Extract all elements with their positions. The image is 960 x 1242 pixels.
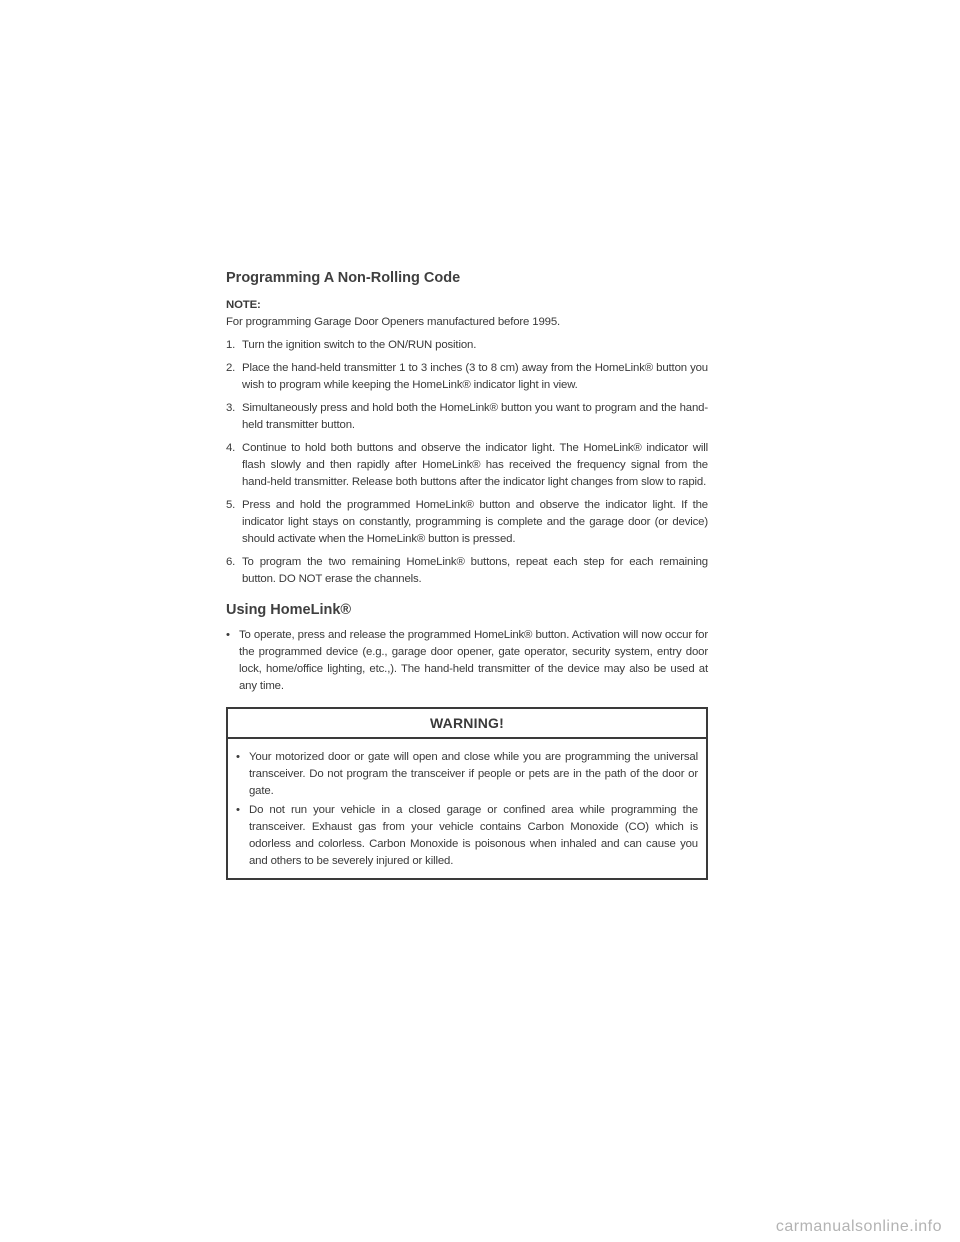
step-2: [226, 360, 708, 394]
step-text: To program the two remaining HomeLink® buttons, repeat each step for each remaining button. DO NOT erase the channels.: [242, 556, 708, 585]
step-4: [226, 440, 708, 491]
step-number: 3.: [226, 402, 236, 414]
step-text: Turn the ignition switch to the ON/RUN position.: [242, 339, 477, 351]
step-number: 4.: [226, 442, 236, 454]
bullet-text: Do not run your vehicle in a closed garage or confined area while programming the transceiver. Exhaust gas from your vehicle contains Carbon Monoxide (CO) which is odorless and colorless. Carbon Monoxide is poisonous when inhaled and can cause you and others to be severely injured or killed.: [249, 804, 698, 867]
section-title-using-homelink: Using HomeLink®: [226, 602, 352, 618]
list-item: [226, 627, 708, 695]
step-3: [226, 400, 708, 434]
bullet-icon: •: [236, 751, 240, 763]
step-number: 2.: [226, 362, 236, 374]
bullet-icon: •: [226, 629, 230, 641]
step-number: 1.: [226, 339, 236, 351]
page-content: [226, 270, 708, 880]
step-text: Simultaneously press and hold both the HomeLink® button you want to program and the hand-held transmitter button.: [242, 402, 708, 431]
note-text: For programming Garage Door Openers manufactured before 1995.: [226, 316, 561, 328]
bullet-icon: •: [236, 804, 240, 816]
list-item: [236, 802, 698, 870]
warning-body: [228, 739, 706, 878]
step-6: [226, 554, 708, 588]
list-item: [236, 749, 698, 800]
section-title-non-rolling: Programming A Non-Rolling Code: [226, 270, 461, 286]
bullet-text: Your motorized door or gate will open and close while you are programming the universal transceiver. Do not program the transceiver if people or pets are in the path of the door or gate.: [249, 751, 698, 797]
watermark: carmanualsonline.info: [775, 1218, 942, 1235]
step-text: Place the hand-held transmitter 1 to 3 inches (3 to 8 cm) away from the HomeLink® button you wish to program while keeping the HomeLink® indicator light in view.: [242, 362, 708, 391]
step-5: [226, 497, 708, 548]
note-label: NOTE:: [226, 299, 261, 311]
step-1: [226, 337, 708, 354]
step-text: Continue to hold both buttons and observe the indicator light. The HomeLink® indicator will flash slowly and then rapidly after HomeLink® has received the frequency signal from the hand-held transmitter. Release both buttons after the indicator light changes from slow to rapid.: [242, 442, 708, 488]
bullet-text: To operate, press and release the programmed HomeLink® button. Activation will now occur for the programmed device (e.g., garage door opener, gate operator, security system, entry door lock, home/office lighting, etc.,). The hand-held transmitter of the device may also be used at any time.: [239, 629, 708, 692]
warning-box: [226, 707, 708, 880]
step-number: 5.: [226, 499, 236, 511]
warning-title: WARNING!: [228, 709, 706, 739]
step-number: 6.: [226, 556, 236, 568]
step-text: Press and hold the programmed HomeLink® button and observe the indicator light. If the indicator light stays on constantly, programming is complete and the garage door (or device) should activate when the HomeLink® button is pressed.: [242, 499, 708, 545]
